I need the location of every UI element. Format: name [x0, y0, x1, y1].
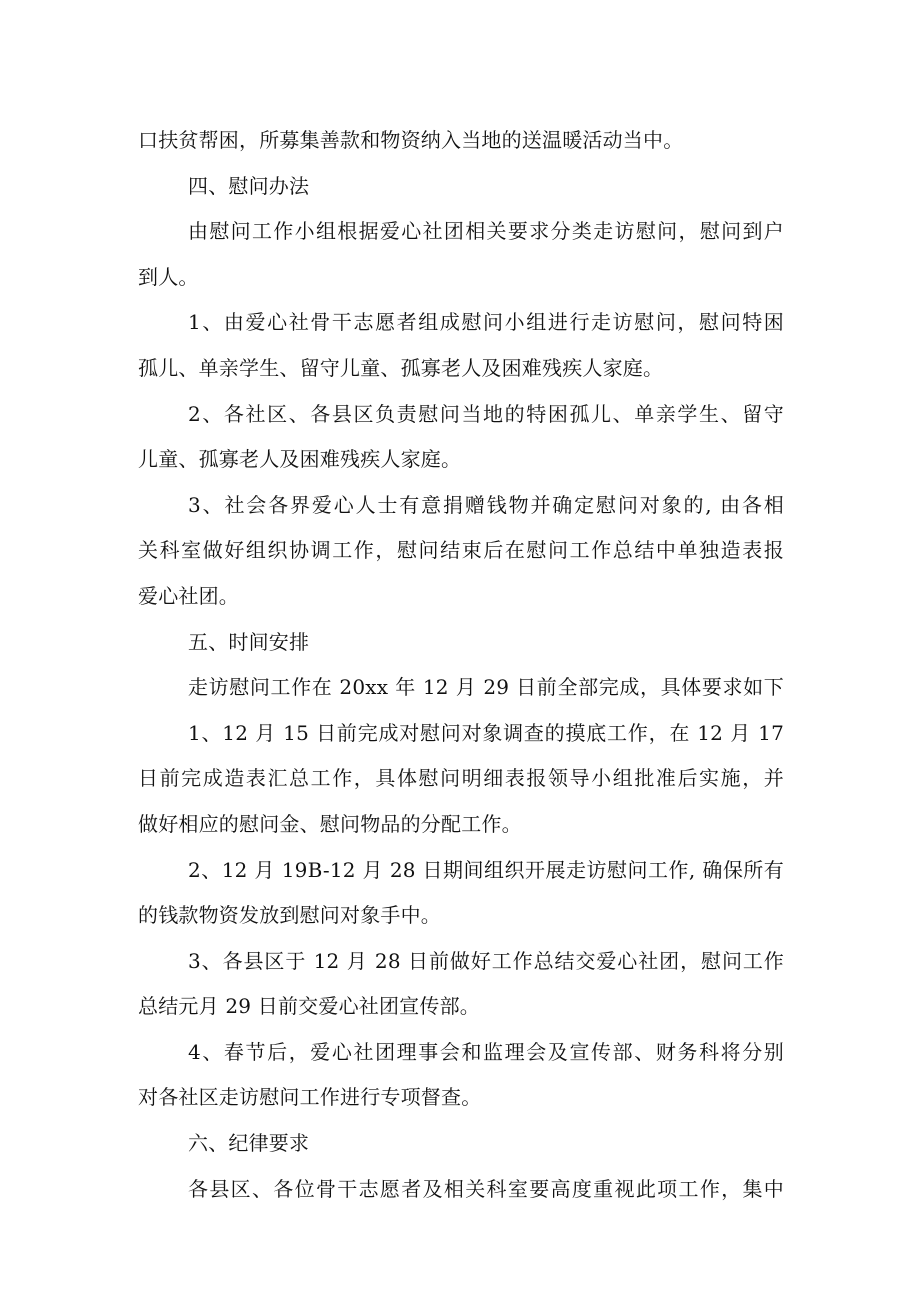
text-line: 关科室做好组织协调工作，慰问结束后在慰问工作总结中单独造表报: [138, 538, 784, 563]
text-line: 到人。: [138, 264, 199, 289]
text-line: 的钱款物资发放到慰问对象手中。: [138, 903, 441, 928]
text-line: 儿童、孤寡老人及困难残疾人家庭。: [138, 447, 462, 472]
text-line: 1、12 月 15 日前完成对慰问对象调查的摸底工作，在 12 月 17: [188, 720, 784, 745]
text-line: 4、春节后，爱心社团理事会和监理会及宣传部、财务科将分别: [188, 1039, 784, 1064]
text-line: 爱心社团。: [138, 583, 239, 608]
text-line: 四、慰问办法: [188, 173, 310, 198]
text-line: 1、由爱心社骨干志愿者组成慰问小组进行走访慰问，慰问特困: [188, 310, 784, 335]
text-line: 走访慰问工作在 20xx 年 12 月 29 日前全部完成，具体要求如下: [188, 675, 784, 700]
text-line: 2、12 月 19B-12 月 28 日期间组织开展走访慰问工作, 确保所有: [188, 857, 784, 882]
text-line: 对各社区走访慰问工作进行专项督查。: [138, 1085, 482, 1110]
text-line: 总结元月 29 日前交爱心社团宣传部。: [138, 994, 480, 1019]
text-line: 做好相应的慰问金、慰问物品的分配工作。: [138, 811, 522, 836]
text-line: 孤儿、单亲学生、留守儿童、孤寡老人及困难残疾人家庭。: [138, 355, 664, 380]
text-line: 五、时间安排: [188, 629, 310, 654]
document-body: [138, 118, 784, 1212]
text-line: 3、社会各界爱心人士有意捐赠钱物并确定慰问对象的, 由各相: [188, 492, 784, 517]
text-line: 六、纪律要求: [188, 1131, 310, 1156]
text-line: 各县区、各位骨干志愿者及相关科室要高度重视此项工作，集中: [188, 1176, 784, 1201]
text-line: 口扶贫帮困，所募集善款和物资纳入当地的送温暖活动当中。: [138, 128, 684, 152]
text-line: 2、各社区、各县区负责慰问当地的特困孤儿、单亲学生、留守: [188, 401, 784, 426]
text-line: 由慰问工作小组根据爱心社团相关要求分类走访慰问，慰问到户: [188, 219, 784, 244]
text-line: 日前完成造表汇总工作，具体慰问明细表报领导小组批准后实施，并: [138, 766, 784, 791]
text-line: 3、各县区于 12 月 28 日前做好工作总结交爱心社团，慰问工作: [188, 948, 784, 973]
